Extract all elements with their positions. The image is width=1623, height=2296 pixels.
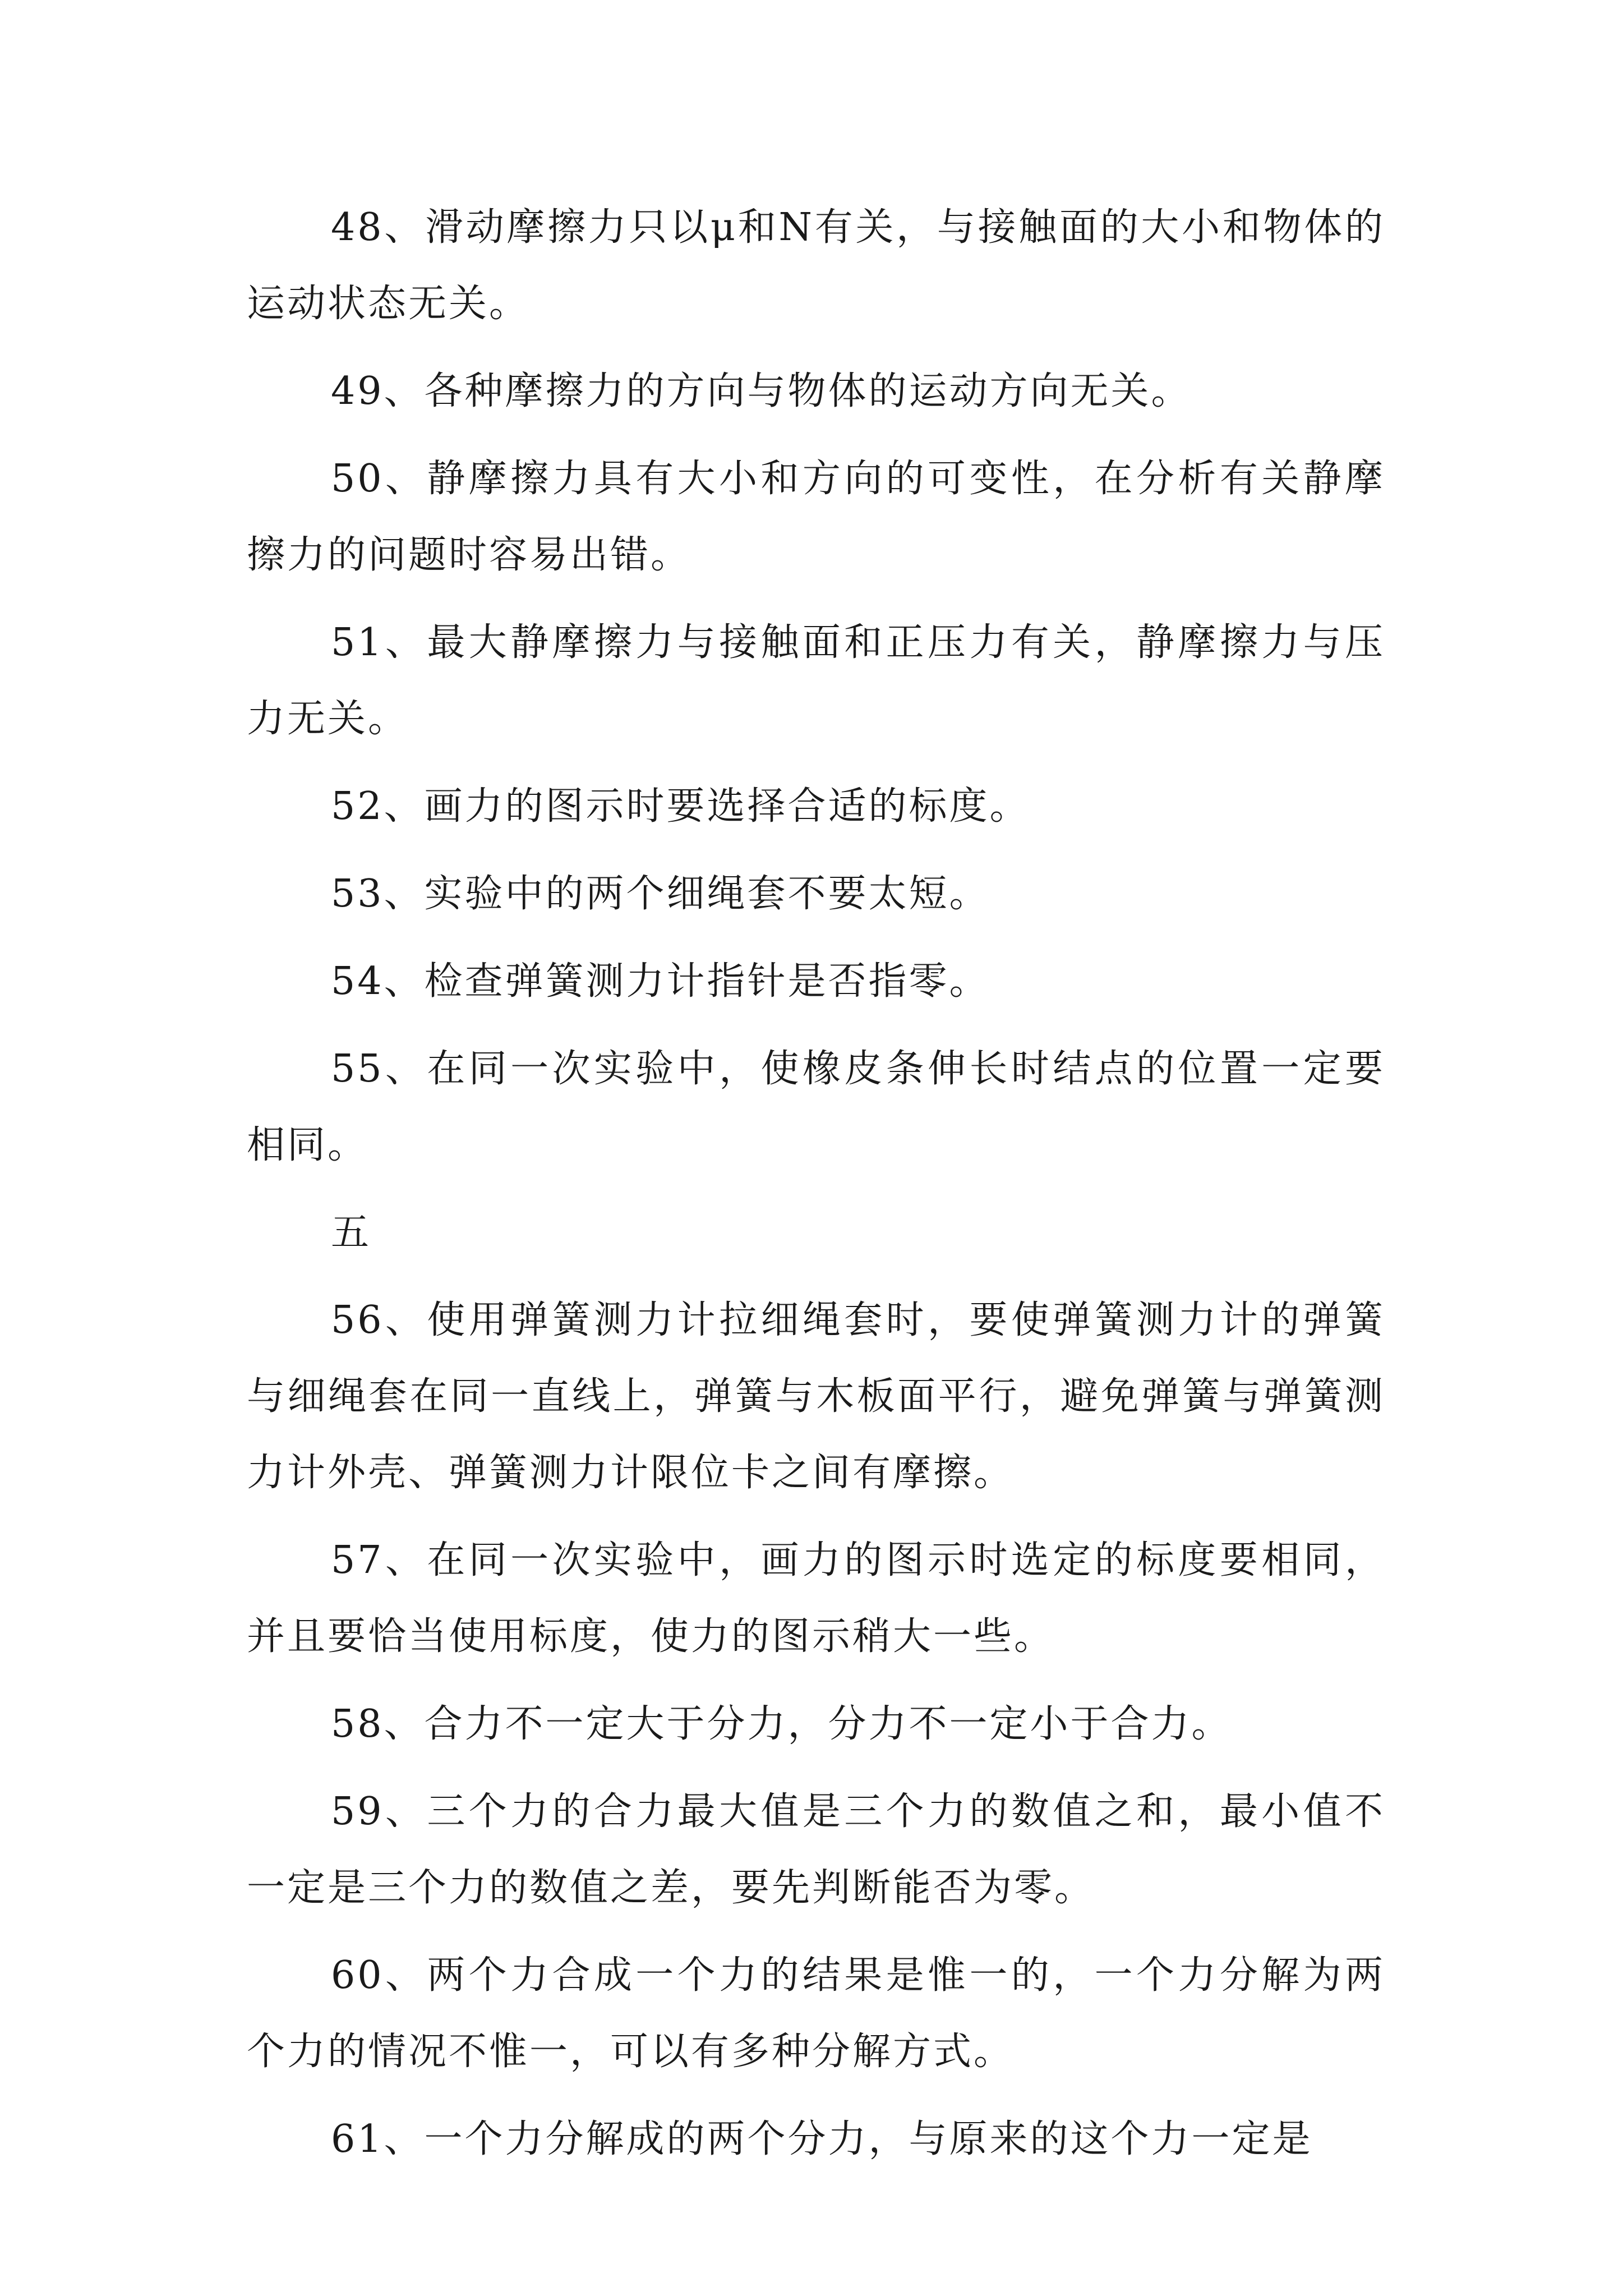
paragraph-54: 54、检查弹簧测力计指针是否指零。 — [331, 959, 990, 1004]
paragraph-52: 52、画力的图示时要选择合适的标度。 — [331, 784, 1030, 829]
document-page — [247, 190, 1385, 2189]
paragraph-57: 57、在同一次实验中，画力的图示时选定的标度要相同，并且要恰当使用标度，使力的图示稍大一些。 — [247, 1538, 1385, 1659]
paragraph-59: 59、三个力的合力最大值是三个力的数值之和，最小值不一定是三个力的数值之差，要先判断能否为零。 — [247, 1789, 1385, 1910]
paragraph-51: 51、最大静摩擦力与接触面和正压力有关，静摩擦力与压力无关。 — [247, 620, 1385, 741]
paragraph-58: 58、合力不一定大于分力，分力不一定小于合力。 — [331, 1702, 1232, 1746]
paragraph-60: 60、两个力合成一个力的结果是惟一的，一个力分解为两个力的情况不惟一，可以有多种分解方式。 — [247, 1953, 1385, 2074]
paragraph-50: 50、静摩擦力具有大小和方向的可变性，在分析有关静摩擦力的问题时容易出错。 — [247, 457, 1385, 577]
paragraph-56: 56、使用弹簧测力计拉细绳套时，要使弹簧测力计的弹簧与细绳套在同一直线上，弹簧与木板面平行，避免弹簧与弹簧测力计外壳、弹簧测力计限位卡之间有摩擦。 — [247, 1298, 1385, 1495]
paragraph-48: 48、滑动摩擦力只以μ和N有关，与接触面的大小和物体的运动状态无关。 — [247, 205, 1385, 326]
paragraph-55: 55、在同一次实验中，使橡皮条伸长时结点的位置一定要相同。 — [247, 1047, 1385, 1167]
section-heading: 五 — [331, 1211, 370, 1255]
paragraph-61: 61、一个力分解成的两个分力，与原来的这个力一定是 — [331, 2117, 1313, 2161]
paragraph-49: 49、各种摩擦力的方向与物体的运动方向无关。 — [331, 369, 1192, 413]
paragraph-53: 53、实验中的两个细绳套不要太短。 — [331, 872, 990, 916]
